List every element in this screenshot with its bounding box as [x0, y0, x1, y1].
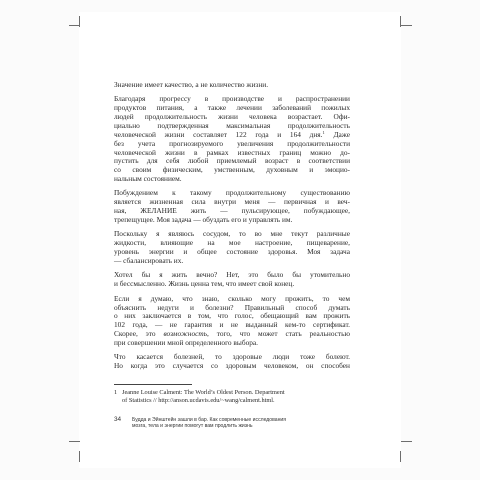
text-line: при совершении мной определенного выбора.: [114, 337, 259, 347]
paragraph-1: [114, 81, 350, 90]
running-footer-line: мозга, тела и энергии помогут вам продлить жизнь: [132, 423, 253, 430]
text-line: объяснить недуги и болезни? Правильный способ думать: [114, 302, 350, 312]
footnote-reference: 1: [322, 129, 325, 135]
text-line: является жизненная сила внутри меня — первичная и веч-: [114, 197, 350, 207]
text-fragment: Даже: [333, 129, 350, 139]
text-line: Хотел бы я жить вечно? Нет, это было бы утомительно: [114, 270, 350, 280]
text-line: ная, ЖЕЛАНИЕ жить — пульсирующее, побуждающее,: [114, 206, 350, 216]
footnote-number: 1: [114, 389, 118, 396]
text-line: Побуждением к такому продолжительному существованию: [114, 188, 350, 198]
paragraph-5: [114, 271, 350, 289]
text-fragment: человеческой жизни составляет 122 года и 164 дня.: [114, 129, 323, 139]
text-line: пустить для себя любой приемлемый возраст в соответствии: [114, 156, 350, 166]
text-line: 102 года, — не гарантия и не выданный кем-то сертификат.: [114, 320, 350, 330]
running-footer: [132, 417, 352, 429]
text-line: со своим физическим, умственным, духовным и эмоцио-: [114, 165, 350, 175]
crop-mark-right-upper: [401, 25, 412, 26]
text-fragment: , того, что может стать реальностью: [207, 329, 350, 339]
footnote-line: [114, 389, 350, 397]
text-line: о них заключается в том, что голос, обещающий вам прожить: [114, 311, 350, 321]
page-number: 34: [114, 416, 122, 423]
text-line: нальным состоянием.: [114, 174, 182, 184]
text-line: жидкости, влияющие на мое настроение, пищеварение,: [114, 238, 350, 248]
text-line: человеческой жизни в рамках известных границ можно до-: [114, 147, 350, 157]
text-line: — сбалансировать их.: [114, 255, 184, 265]
footnote-text: Jeanne Louise Calment: The World’s Oldest Person. Department: [122, 389, 285, 396]
book-page: [79, 12, 401, 468]
text-line: Что касается болезней, то здоровые люди тоже болеют.: [114, 352, 350, 362]
paragraph-7: [114, 353, 350, 371]
body-text: [114, 81, 350, 377]
paragraph-2: [114, 95, 350, 183]
paragraph-3: [114, 189, 350, 224]
crop-mark-bottom-left: [79, 451, 80, 462]
text-line: Благодаря прогрессу в производстве и распространении: [114, 94, 350, 104]
text-line: и бессмысленно. Жизнь ценна тем, что имеет свой конец.: [114, 279, 295, 289]
footnote-divider: [114, 384, 192, 385]
text-line: циально подтвержденная максимальная продолжительность: [114, 120, 350, 130]
text-line: трепещущее. Моя задача — обуздать его и управлять им.: [114, 215, 293, 224]
running-footer-line: Будда и Эйнштейн зашли в бар. Как современные исследования: [132, 417, 287, 423]
text-fragment: Скорее, это: [114, 329, 156, 339]
text-line: Но когда это случается со здоровым человеком, он способен: [114, 361, 350, 371]
text-line: продуктов питания, а также лечении заболеваний пожилых: [114, 103, 350, 113]
footnote-line: of Statistics // http://anson.ucdavis.edu/~wang/calment.html.: [122, 396, 275, 404]
text-line: Если я думаю, что знаю, сколько могу прожить, то чем: [114, 293, 350, 303]
crop-mark-right-lower: [401, 441, 412, 442]
crop-mark-bottom-right: [400, 451, 401, 462]
paragraph-6: [114, 295, 350, 348]
text-line: Значение имеет качество, а не количество жизни.: [114, 80, 269, 89]
crop-mark-left-upper: [69, 25, 80, 26]
footnote: [114, 389, 350, 404]
text-line: людей продолжительность жизни человека возрастает. Офи-: [114, 112, 350, 122]
text-line: Поскольку я являюсь сосудом, то во мне текут различные: [114, 229, 350, 239]
emphasis-text: возможность: [163, 329, 208, 339]
text-line: без учета прогнозируемого увеличения продолжительности: [114, 138, 350, 148]
text-line: уровень энергии и общее состояние здоровья. Моя задача: [114, 247, 350, 257]
crop-mark-left-lower: [69, 441, 80, 442]
paragraph-4: [114, 230, 350, 265]
